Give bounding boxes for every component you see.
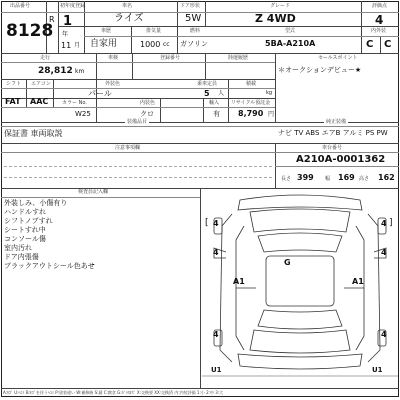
color-no-label: カラー No. (62, 100, 87, 106)
height-value: 162 (378, 173, 395, 182)
grade-value: Z 4WD (255, 12, 296, 25)
notes-label: 注意事項欄 (115, 145, 141, 151)
mark-right-mid: 4 (381, 248, 387, 257)
first-reg-label: 初年度登録 (60, 3, 86, 9)
usage-value: 自家用 (90, 39, 118, 49)
auction-score: 4 (375, 13, 384, 27)
inspection-note: 室内汚れ (4, 244, 32, 252)
chassis-number: A210A-0001362 (296, 154, 386, 165)
lot-number: 8128 (6, 21, 54, 41)
load-label: 積載 (246, 81, 257, 87)
chassis-label: 車台番号 (322, 145, 343, 151)
inspection-note: ハンドルすれ (4, 208, 46, 216)
equipment: ナビ TV ABS エアB アルミ PS PW (278, 129, 388, 137)
inspection-note: 外装しみ、小傷有り (4, 199, 68, 207)
sales-point-label: セールスポイント (318, 55, 358, 61)
mark-right-bottom: 4 (381, 330, 387, 339)
car-diagram (200, 188, 400, 388)
damage-a1-right: A1 (352, 277, 364, 286)
grade-label: グレード (270, 3, 291, 9)
usage-label: 車歴 (101, 28, 112, 34)
km-unit: km (75, 68, 85, 75)
mark-right-top: 4 (381, 219, 387, 228)
kg-unit: kg (266, 90, 273, 96)
length-label: 長さ (281, 176, 292, 182)
documents: 保証書 車両取説 (4, 129, 63, 138)
inspection-note: ドア内張傷 (4, 253, 39, 261)
damage-legend: A:ｷｽﾞ U:ﾍｺﾐ B:ｷｽﾞを伴うﾍｺﾐ P:塗装違い W:補修跡 S:錆 C:腐食 G:ｶﾞﾗｽｷｽﾞ X:交換要 XX:交換済 内:内装評価 1:小 2:中 3:大 (3, 390, 224, 395)
mileage-label: 走行 (40, 55, 51, 61)
history-label: 陸運履歴 (228, 55, 249, 61)
first-reg-year: 1 (63, 14, 73, 29)
width-value: 169 (338, 173, 355, 182)
mark-left-mid: 4 (213, 248, 219, 257)
exterior-grade: C (384, 39, 392, 50)
mark-left-top: 4 (213, 219, 219, 228)
equipment-label: 純正装備 (326, 119, 347, 125)
mark-left-bottom: 4 (213, 330, 219, 339)
docs-label: 装備品目 (127, 119, 148, 125)
aircon: AAC (30, 97, 49, 106)
damage-u1-left: U1 (211, 366, 222, 374)
import-label: 輸入 (209, 100, 220, 106)
import-flag: 有 (213, 110, 220, 118)
plate-label: 車検 (108, 55, 119, 61)
displacement-value: 1000 (140, 40, 161, 49)
grade-eval-label: 内外装 (371, 28, 387, 34)
damage-a1-left: A1 (233, 277, 245, 286)
inspection-title: 検査員記入欄 (78, 189, 109, 195)
registration-label: 登録番号 (160, 55, 181, 61)
car-name-label: 車名 (122, 3, 133, 9)
fuel-value: ガソリン (180, 40, 208, 48)
bracket-right: ] (389, 218, 393, 228)
r-mark: R (49, 15, 55, 24)
score-label: 評価点 (372, 3, 388, 9)
sales-point: ＊オークションデビュー★ (278, 66, 362, 74)
yen-unit: 円 (268, 111, 275, 118)
interior-color: クロ (140, 110, 154, 118)
door-value: 5W (185, 13, 202, 24)
seats-value: 5 (204, 89, 210, 98)
car-name: ライズ (114, 13, 144, 24)
lot-label: 出品番号 (10, 3, 31, 9)
door-label: ドア形状 (180, 3, 200, 9)
shift-label: シフト (6, 81, 22, 87)
recycle-label: リサイクル預託金 (231, 100, 271, 106)
inspection-note: シートすれ中 (4, 226, 46, 234)
interior-color-label: 内装色 (140, 100, 156, 106)
fuel-label: 燃料 (190, 28, 201, 34)
mileage-value: 28,812 (38, 66, 73, 76)
model-value: 5BA-A210A (265, 39, 316, 48)
color-no: W25 (75, 110, 91, 118)
color-value: パール (88, 89, 112, 98)
aircon-label: エアコン (31, 81, 51, 87)
seats-unit: 人 (218, 90, 225, 97)
transmission: FAT (5, 97, 21, 106)
color-label: 外装色 (105, 81, 121, 87)
first-reg-month: 11 (61, 41, 72, 50)
width-label: 幅 (325, 176, 331, 182)
month-unit: 月 (74, 42, 81, 49)
damage-g-center: G (284, 258, 291, 267)
displacement-label: 排気量 (146, 28, 162, 34)
seats-label: 乗車定員 (197, 81, 218, 87)
model-label: 型式 (285, 28, 296, 34)
year-unit: 年 (62, 31, 69, 38)
damage-u1-right: U1 (372, 366, 383, 374)
height-label: 高さ (359, 176, 370, 182)
inspection-note: シフトノブすれ (4, 217, 53, 225)
recycle-fee: 8,790 (238, 109, 264, 118)
bracket-left: [ (205, 218, 209, 228)
inspection-note: ブラックアウトシール色あせ (4, 262, 95, 270)
cc-unit: cc (163, 41, 170, 48)
inspection-note: コンソール傷 (4, 235, 46, 243)
length-value: 399 (297, 173, 314, 182)
interior-grade: C (366, 39, 374, 50)
